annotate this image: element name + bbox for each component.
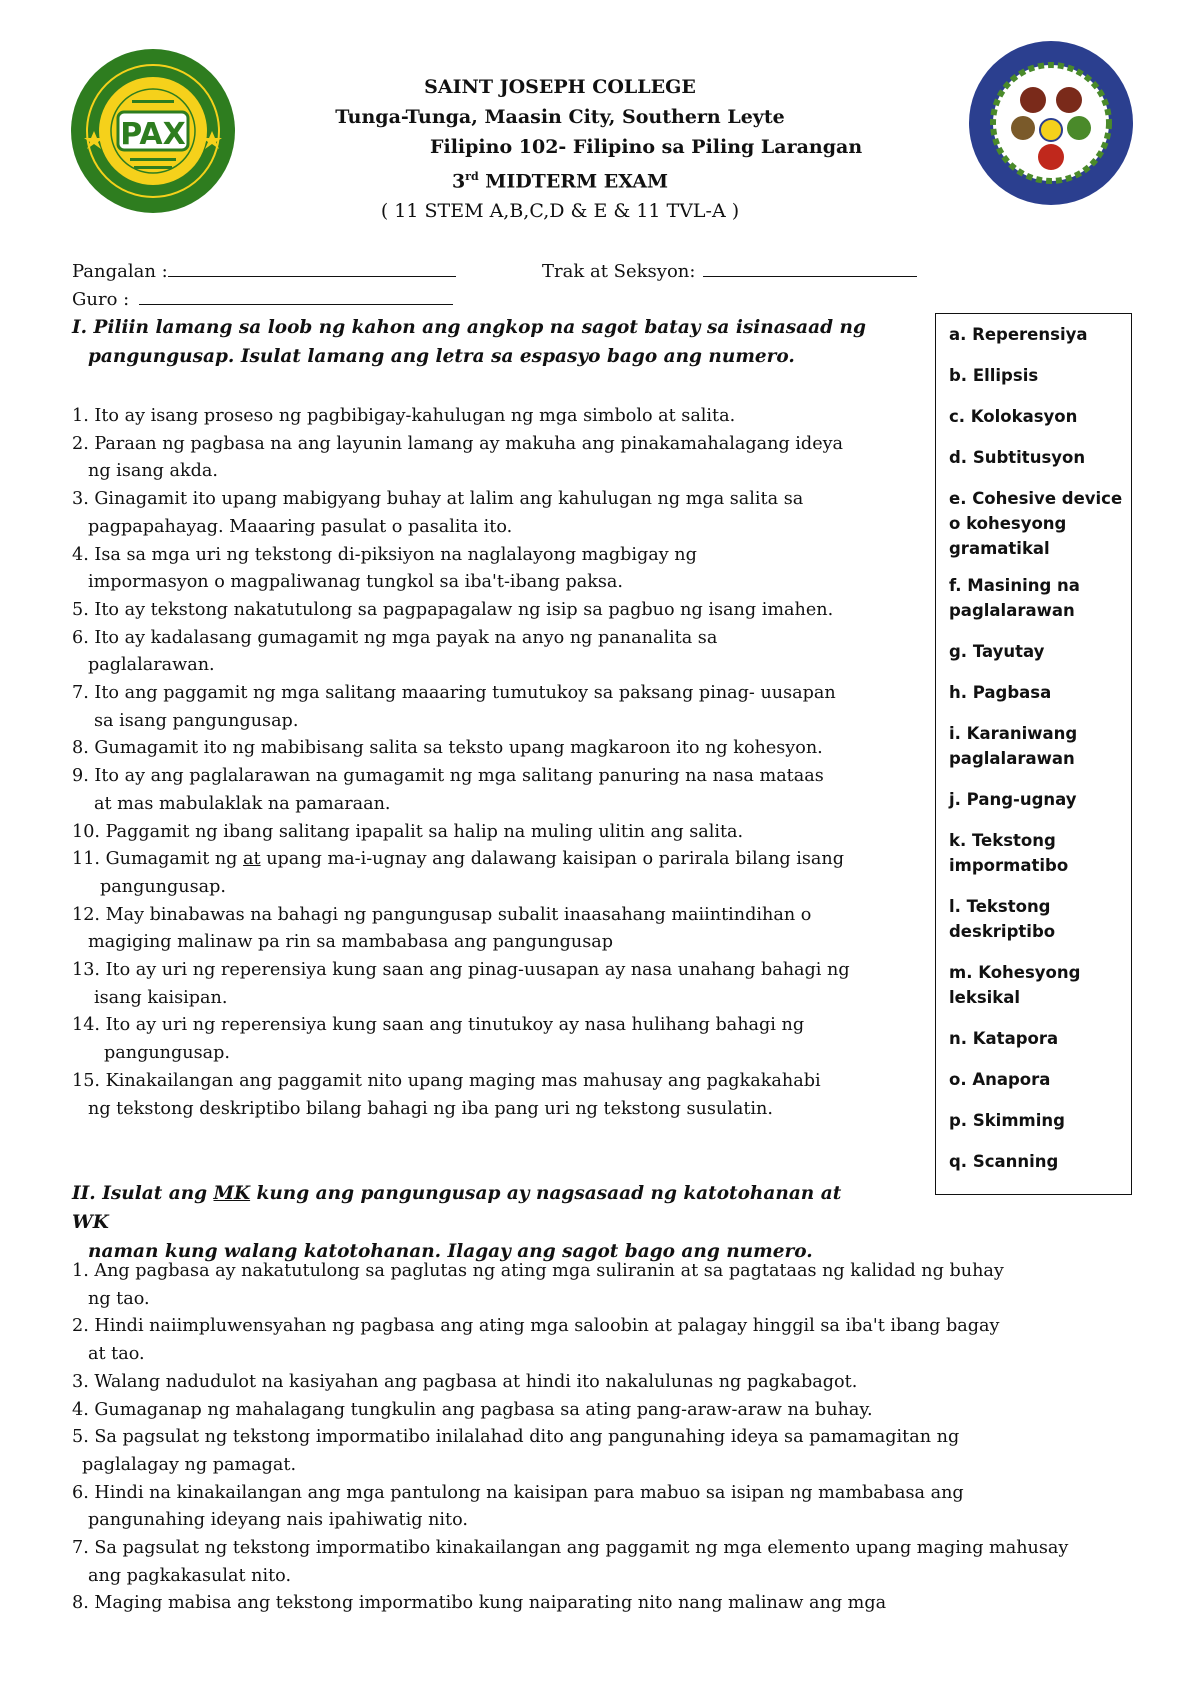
- pax-seal-icon: [70, 48, 236, 214]
- answer-choice: m. Kohesyong leksikal: [949, 963, 1081, 1007]
- pax-seal-text: PAX: [120, 117, 186, 152]
- part1-question: 1. Ito ay isang proseso ng pagbibigay-kahulugan ng mga simbolo at salita.: [72, 406, 736, 426]
- answer-choice: j. Pang-ugnay: [949, 790, 1077, 809]
- school-name: SAINT JOSEPH COLLEGE: [424, 76, 696, 98]
- answer-choice: h. Pagbasa: [949, 683, 1052, 702]
- part1-question: 13. Ito ay uri ng reperensiya kung saan ang pinag-uusapan ay nasa unahang bahagi ng isang kaisipan.: [72, 960, 850, 1008]
- track-section-blank[interactable]: [703, 258, 917, 277]
- answer-choice: o. Anapora: [949, 1070, 1051, 1089]
- part2-question-list: [72, 1258, 1068, 1618]
- answer-choice: f. Masining na paglalarawan: [949, 576, 1080, 620]
- answer-choices-box: [935, 313, 1132, 1195]
- senior-high-seal-icon: [968, 40, 1134, 206]
- name-field[interactable]: Pangalan :: [72, 258, 456, 282]
- school-address: Tunga-Tunga, Maasin City, Southern Leyte: [335, 106, 785, 128]
- answer-choice: a. Reperensiya: [949, 325, 1088, 344]
- answer-choice: d. Subtitusyon: [949, 448, 1086, 467]
- part1-question: 7. Ito ang paggamit ng mga salitang maaaring tumutukoy sa paksang pinag- uusapan sa isang pangungusap.: [72, 683, 836, 731]
- part2-question: 3. Walang nadudulot na kasiyahan ang pagbasa at hindi ito nakalulunas ng pagkabagot.: [72, 1371, 858, 1392]
- part2-instructions: II. Isulat ang MK kung ang pangungusap ay nagsasaad ng katotohanan at WK naman kung walang katotohanan. Ilagay ang sagot bago ang numero.: [72, 1183, 842, 1262]
- part2-question: 4. Gumaganap ng mahalagang tungkulin ang pagbasa sa ating pang-araw-araw na buhay.: [72, 1399, 873, 1420]
- part2-question: 1. Ang pagbasa ay nakatutulong sa paglutas ng ating mga suliranin at sa pagtataas ng kalidad ng buhay ng tao.: [72, 1261, 1004, 1309]
- answer-choice: n. Katapora: [949, 1029, 1059, 1048]
- answer-choice: k. Tekstong impormatibo: [949, 831, 1069, 875]
- answer-choice: g. Tayutay: [949, 642, 1045, 661]
- teacher-field[interactable]: Guro :: [72, 286, 453, 310]
- part1-question: 15. Kinakailangan ang paggamit nito upang maging mas mahusay ang pagkakahabi ng tekstong deskriptibo bilang bahagi ng iba pang uri ng tekstong susulatin.: [72, 1070, 821, 1119]
- part1-question-list: [72, 403, 850, 1123]
- part1-question: 5. Ito ay tekstong nakatutulong sa pagpapagalaw ng isip sa pagbuo ng isang imahen.: [72, 599, 834, 620]
- part1-question: 12. May binabawas na bahagi ng pangungusap subalit inaasahang maiintindihan o magiging malinaw pa rin sa mambabasa ang pangungusap: [72, 904, 812, 953]
- answer-choice: c. Kolokasyon: [949, 407, 1078, 426]
- part2-question: 2. Hindi naiimpluwensyahan ng pagbasa ang ating mga saloobin at palagay hinggil sa iba't ibang bagay at tao.: [72, 1316, 1000, 1365]
- part1-question: 4. Isa sa mga uri ng tekstong di-piksiyon na naglalayong magbigay ng impormasyon o magpaliwanag tungkol sa iba't-ibang paksa.: [72, 544, 697, 593]
- answer-choice: i. Karaniwang paglalarawan: [949, 724, 1078, 768]
- answer-choice: q. Scanning: [949, 1152, 1059, 1171]
- part2-question: 6. Hindi na kinakailangan ang mga pantulong na kaisipan para mabuo sa isipan ng mambabasa ang pangunahing ideyang nais ipahiwatig nito.: [72, 1482, 964, 1531]
- answer-choice: e. Cohesive device o kohesyong gramatikal: [949, 489, 1123, 558]
- course-title: Filipino 102- Filipino sa Piling Larangan: [430, 136, 863, 158]
- part1-question: 10. Paggamit ng ibang salitang ipapalit sa halip na muling ulitin ang salita.: [72, 821, 744, 842]
- part1-question: 11. Gumagamit ng at upang ma-i-ugnay ang dalawang kaisipan o parirala bilang isang pangungusap.: [72, 849, 845, 897]
- part2-question: 8. Maging mabisa ang tekstong impormatibo kung naiparating nito nang malinaw ang mga: [72, 1593, 887, 1614]
- name-blank[interactable]: [168, 258, 456, 277]
- part1-question: 6. Ito ay kadalasang gumagamit ng mga payak na anyo ng pananalita sa paglalarawan.: [72, 627, 718, 676]
- track-section-field[interactable]: Trak at Seksyon:: [542, 258, 917, 282]
- part2-question: 5. Sa pagsulat ng tekstong impormatibo inilalahad dito ang pangunahing ideya sa pamamagitan ng paglalagay ng pamagat.: [72, 1427, 960, 1475]
- answer-choice: p. Skimming: [949, 1111, 1065, 1130]
- answer-choice: b. Ellipsis: [949, 366, 1039, 385]
- part1-instructions: I. Piliin lamang sa loob ng kahon ang angkop na sagot batay sa isinasaad ng pangungusap. Isulat lamang ang letra sa espasyo bago ang numero.: [72, 317, 866, 367]
- part1-question: 8. Gumagamit ito ng mabibisang salita sa teksto upang magkaroon ito ng kohesyon.: [72, 738, 823, 759]
- part2-question: 7. Sa pagsulat ng tekstong impormatibo kinakailangan ang paggamit ng mga elemento upang maging mahusay ang pagkakasulat nito.: [72, 1538, 1069, 1586]
- part1-question: 14. Ito ay uri ng reperensiya kung saan ang tinutukoy ay nasa hulihang bahagi ng pangungusap.: [72, 1015, 805, 1064]
- part1-question: 3. Ginagamit ito upang mabigyang buhay at lalim ang kahulugan ng mga salita sa pagpapahayag. Maaaring pasulat o pasalita ito.: [72, 489, 804, 537]
- exam-header: [300, 72, 863, 226]
- answer-choice: l. Tekstong deskriptibo: [949, 897, 1056, 941]
- teacher-blank[interactable]: [139, 286, 453, 305]
- part1-question: 9. Ito ay ang paglalarawan na gumagamit ng mga salitang panuring na nasa mataas at mas mabulaklak na pamaraan.: [72, 766, 824, 814]
- exam-title: 3rd MIDTERM EXAM: [451, 170, 669, 193]
- part1-question: 2. Paraan ng pagbasa na ang layunin lamang ay makuha ang pinakamahalagang ideya ng isang akda.: [72, 433, 844, 482]
- exam-sections: ( 11 STEM A,B,C,D & E & 11 TVL-A ): [380, 200, 740, 223]
